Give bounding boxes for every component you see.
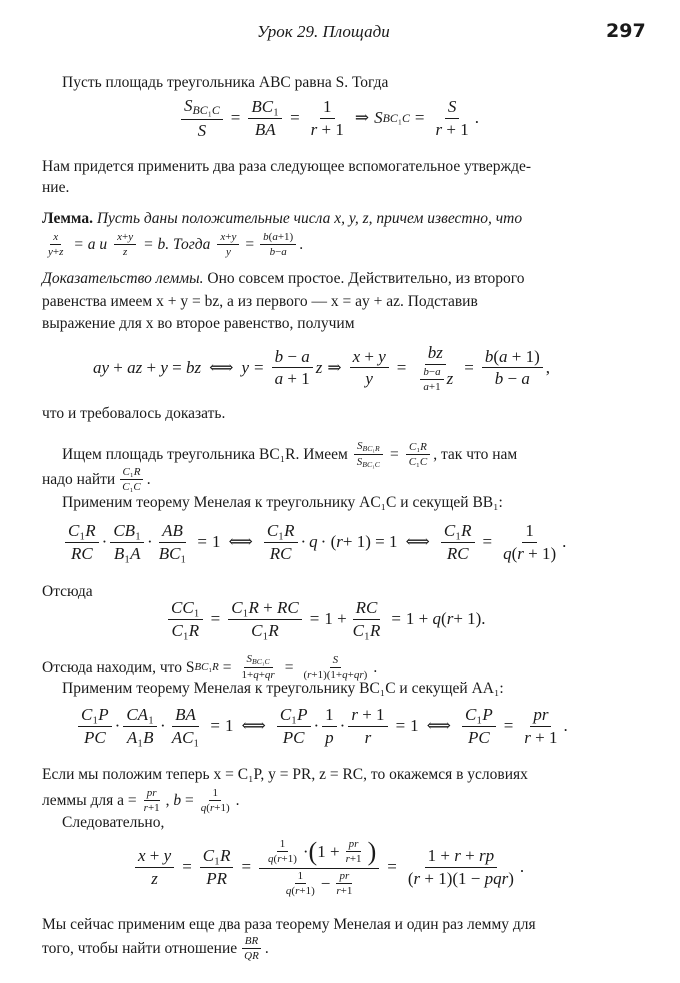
equation-hence: $\frac{\text{CC₁}}{\text{C₁R}}$ = $\frac{\text{C₁R + RC}}{\text{C₁R}}$ = 1 + $\frac{RC}{\text{C₁R}}$ = 1 + q ( r + 1). (165, 598, 486, 640)
lemma-line2: $\frac{x}{y+z}$ = a и $\frac{x+y}{z}$ = b. Тогда $\frac{x+y}{y}$ = $\frac{b(a+1)}{b-a}$ . (48, 231, 304, 259)
page-header (0, 18, 680, 46)
paragraph-area-search-line1: Ищем площадь треугольника BC₁R. Имеем $\frac{S_{BC_1R}}{S_{BC_1C}}$ = $\frac{\text{C₁R}}{\text{C₁C}}$ , так что нам (62, 440, 518, 470)
equation-menelaus1: $\frac{\text{C₁R}}{RC}$ · $\frac{\text{CB₁}}{\text{B₁A}}$ · $\frac{AB}{\text{BC₁}}$ = 1 ⟺ $\frac{\text{C₁R}}{RC}$ · q · ( r + 1) = 1 ⟺ $\frac{\text{C₁R}}{RC}$ = $\frac{1}{q(r + 1)}$ . (62, 521, 566, 563)
lemma-end: . (299, 236, 304, 254)
equation-area-ratio: $\frac{S_{BC_1C}}{S}$ = $\frac{\text{BC₁}}{BA}$ = $\frac{1}{r + 1}$ ⇒ S BC₁C = $\frac{S}{r + 1}$ . (178, 96, 479, 140)
equation-final: $\frac{x + y}{z}$ = $\frac{\text{C₁R}}{PR}$ = $\frac{1}{q(r+1)}$ · ( 1 + $\frac{pr}{r+1}$ ) $\frac{1}{q(r+1)}$ − $\frac{pr}{r+1}$ = $\frac{1 + r + rp}{\text{(r + 1)(1 − pqr)}}$ . (132, 837, 524, 897)
area-search-text: Ищем площадь треугольника BC₁R. Имеем (62, 446, 348, 464)
equation-menelaus2: $\frac{\text{C₁P}}{PC}$ · $\frac{\text{CA₁}}{\text{A₁B}}$ · $\frac{BA}{\text{AC₁}}$ = 1 ⟺ $\frac{\text{C₁P}}{PC}$ · $\frac{1}{p}$ · $\frac{r + 1}{r}$ = 1 ⟺ $\frac{\text{C₁P}}{PC}$ = $\frac{pr}{r + 1}$ . (75, 705, 568, 747)
need-find-text: надо найти (42, 471, 116, 489)
proof-end: что и требовалось доказать. (42, 405, 226, 422)
paragraph-substitution-line2: леммы для a = $\frac{pr}{r+1}$ , b = $\frac{1}{q(r+1)}$ . (42, 787, 240, 815)
paragraph-closing-line2: того, чтобы найти отношение $\frac{BR}{QR}$ . (42, 935, 269, 963)
paragraph-menelaus2: Применим теорему Менелая к треугольнику BC₁C и секущей AA₁: (62, 680, 504, 697)
area-search-text2: , так что нам (433, 446, 518, 464)
lemma-label: Лемма. (42, 210, 93, 227)
lemma-statement: Пусть даны положительные числа x, y, z, причем известно, что (96, 210, 523, 227)
paragraph-therefore: Следовательно, (62, 814, 165, 831)
proof-text1: Оно совсем простое. Действительно, из второго (207, 270, 525, 287)
paragraph-substitution-line1: Если мы положим теперь x = C₁P, y = PR, z = RC, то окажемся в условиях (42, 766, 528, 783)
hence-find-text: Отсюда находим, что S (42, 658, 195, 676)
running-title: Урок 29. Площади (257, 22, 390, 41)
paragraph-intro: Пусть площадь треугольника ABC равна S. Тогда (62, 74, 389, 91)
lemma-text-then: = b. Тогда (143, 236, 211, 254)
proof-label: Доказательство леммы. (42, 270, 204, 287)
paragraph-auxiliary-line1: Нам придется применить два раза следующее вспомогательное утвержде- (42, 158, 532, 175)
paragraph-closing-line1: Мы сейчас применим еще два раза теорему Менелая и один раз лемму для (42, 916, 536, 933)
lemma-text-a: = a и (73, 236, 108, 254)
lemma-line1 (42, 208, 522, 229)
page-number: 297 (606, 20, 646, 42)
paragraph-auxiliary-line2: ние. (42, 179, 70, 196)
paragraph-hence1: Отсюда (42, 583, 93, 600)
proof-line3: выражение для x во второе равенство, получим (42, 315, 355, 332)
lemma-for-text: леммы для a = (42, 792, 137, 810)
closing-text: того, чтобы найти отношение (42, 940, 238, 958)
paragraph-area-search-line2: надо найти $\frac{\text{C₁R}}{\text{C₁C}}$ . (42, 466, 151, 494)
proof-line1 (42, 268, 524, 289)
paragraph-menelaus1: Применим теорему Менелая к треугольнику AC₁C и секущей BB₁: (62, 494, 503, 511)
proof-line2: равенства имеем x + y = bz, а из первого — x = ay + az. Подставив (42, 293, 478, 310)
equation-lemma-proof: ay + az + y = bz ⟺ y = $\frac{b - a}{a + 1}$ z ⇒ $\frac{x + y}{y}$ = bz $\frac{b-a}{a+1}$ z = $\frac{b(a + 1)}{b - a}$ , (93, 343, 550, 393)
paragraph-hence2: Отсюда находим, что S BC₁R = $\frac{S_{BC_1C}}{1+q+qr}$ = $\frac{S}{(r+1)(1+q+qr)}$ . (42, 653, 378, 682)
